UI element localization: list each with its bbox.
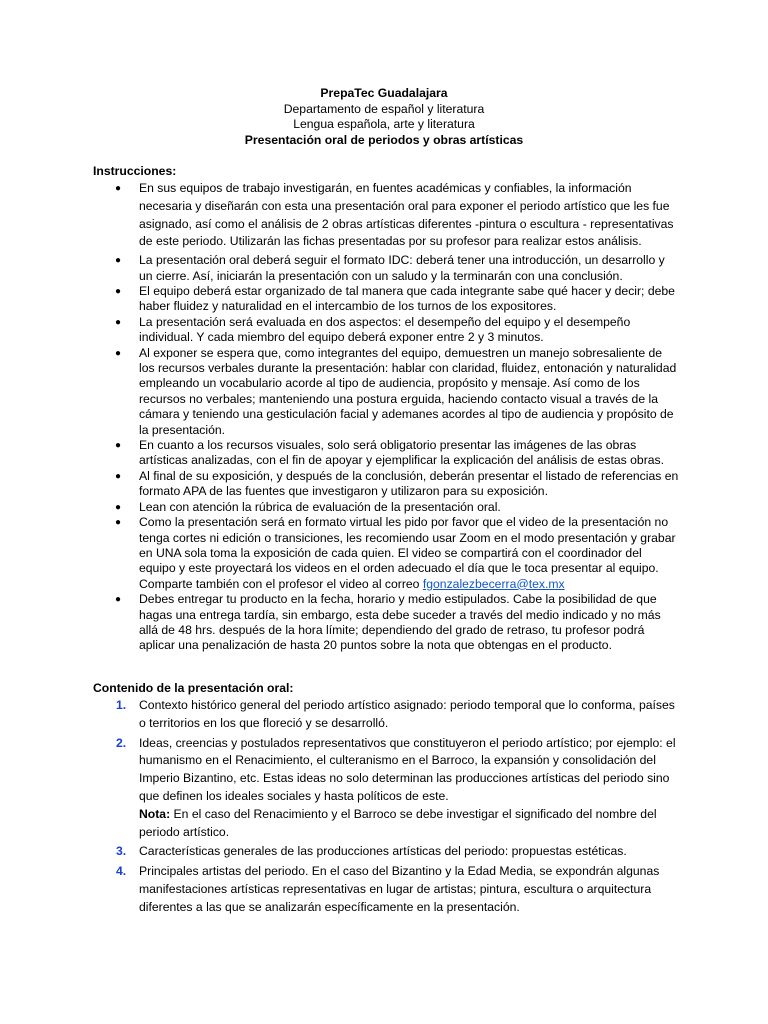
content-heading: Contenido de la presentación oral: (93, 681, 294, 695)
item-number: 2. (116, 735, 127, 750)
department-name: Departamento de español y literatura (283, 101, 485, 116)
instruction-item: ● En sus equipos de trabajo investigarán, en fuentes académicas y confiables, la información necesaria y diseñarán con esta una presentación oral para exponer el periodo artístico que les fue asignado, así como el análisis de 2 obras artísticas diferentes -pintura o escultura - representativas de este periodo. Utilizarán las fichas presentadas por su profesor para realizar estos análisis. (139, 180, 679, 251)
email-link[interactable]: fgonzalezbecerra@tex.mx (422, 576, 565, 591)
document-title: Presentación oral de periodos y obras artísticas (244, 132, 524, 147)
note-label: Nota: (139, 806, 171, 821)
instruction-item: ● La presentación será evaluada en dos aspectos: el desempeño del equipo y el desempeño individual. Y cada miembro del equipo deberá exponer entre 2 y 3 minutos. (139, 315, 679, 346)
instruction-item: ● Debes entregar tu producto en la fecha, horario y medio estipulados. Cabe la posibilidad de que hagas una entrega tardía, sin embargo, esta debe suceder a través del medio indicado y no más allá de 48 hrs. después de la hora límite; dependiendo del grado de retraso, tu profesor podrá aplicar una penalización de hasta 20 puntos sobre la nota que obtengas en el producto. (139, 592, 679, 654)
content-item-text: Características generales de las producciones artísticas del periodo: propuestas estéticas. (139, 844, 627, 859)
instructions-heading: Instrucciones: (93, 164, 177, 178)
content-list (116, 697, 679, 919)
content-item (116, 843, 679, 861)
document-header (0, 86, 768, 148)
instruction-item: ● El equipo deberá estar organizado de tal manera que cada integrante sabe qué hacer y decir; debe haber fluidez y naturalidad en el intercambio de los turnos de los expositores. (139, 284, 679, 315)
content-item (116, 863, 679, 916)
instruction-item: ● Lean con atención la rúbrica de evaluación de la presentación oral. (139, 500, 679, 515)
content-item-text: Principales artistas del periodo. En el caso del Bizantino y la Edad Media, se expondrán algunas manifestaciones artísticas representativas en lugar de artistas; pintura, escultura o arquitectura diferentes a las que se analizarán específicamente en la presentación. (139, 864, 660, 914)
item-number: 4. (116, 864, 127, 879)
instruction-item: ● En cuanto a los recursos visuales, solo será obligatorio presentar las imágenes de las obras artísticas analizadas, con el fin de apoyar y ejemplificar la explicación del análisis de estas obras. (139, 438, 679, 469)
instruction-item-video (139, 515, 679, 592)
course-name: Lengua española, arte y literatura (293, 117, 475, 131)
instructions-list (139, 180, 679, 654)
content-item-text: Contexto histórico general del periodo artístico asignado: periodo temporal que lo conforma, países o territorios en los que floreció y se desarrolló. (139, 698, 675, 730)
content-item-text: Ideas, creencias y postulados representativos que constituyeron el periodo artístico; por ejemplo: el humanismo en el Renacimiento, el culteranismo en el Barroco, la expansión y consolidación del Imperio Bizantino, etc. Estas ideas no solo determinan las producciones artísticas del periodo sino que definen los ideales sociales y hasta políticos de este. (139, 735, 676, 803)
instruction-item: ● Al exponer se espera que, como integrantes del equipo, demuestren un manejo sobresaliente de los recursos verbales durante la presentación: hablar con claridad, fluidez, entonación y naturalidad empleando un vocabulario acorde al tipo de audiencia, propósito y mensaje. Así como de los recursos no verbales; manteniendo una postura erguida, haciendo contacto visual a través de la cámara y teniendo una gesticulación facial y ademanes acordes al tipo de audiencia y propósito de la presentación. (139, 346, 679, 438)
instruction-item: ● Al final de su exposición, y después de la conclusión, deberán presentar el listado de referencias en formato APA de las fuentes que investigaron y utilizaron para su exposición. (139, 469, 679, 500)
content-item (116, 697, 679, 733)
note-text: En el caso del Renacimiento y el Barroco se debe investigar el significado del nombre del periodo artístico. (139, 806, 657, 839)
video-instruction-text: Como la presentación será en formato virtual les pido por favor que el video de la presentación no tenga cortes ni edición o transiciones, les recomiendo usar Zoom en el modo presentación y grabar en UNA sola toma la exposición de cada quien. El video se compartirá con el coordinador del equipo y este proyectará los videos en el orden adecuado el día que le toca presentar al equipo. Comparte también con el profesor el video al correo (139, 515, 676, 591)
item-number: 1. (116, 698, 127, 712)
school-name: PrepaTec Guadalajara (320, 86, 448, 100)
item-number: 3. (116, 844, 127, 859)
instruction-item: ● La presentación oral deberá seguir el formato IDC: deberá tener una introducción, un desarrollo y un cierre. Así, iniciarán la presentación con un saludo y la terminarán con una conclusión. (139, 253, 679, 284)
content-item (116, 735, 679, 842)
